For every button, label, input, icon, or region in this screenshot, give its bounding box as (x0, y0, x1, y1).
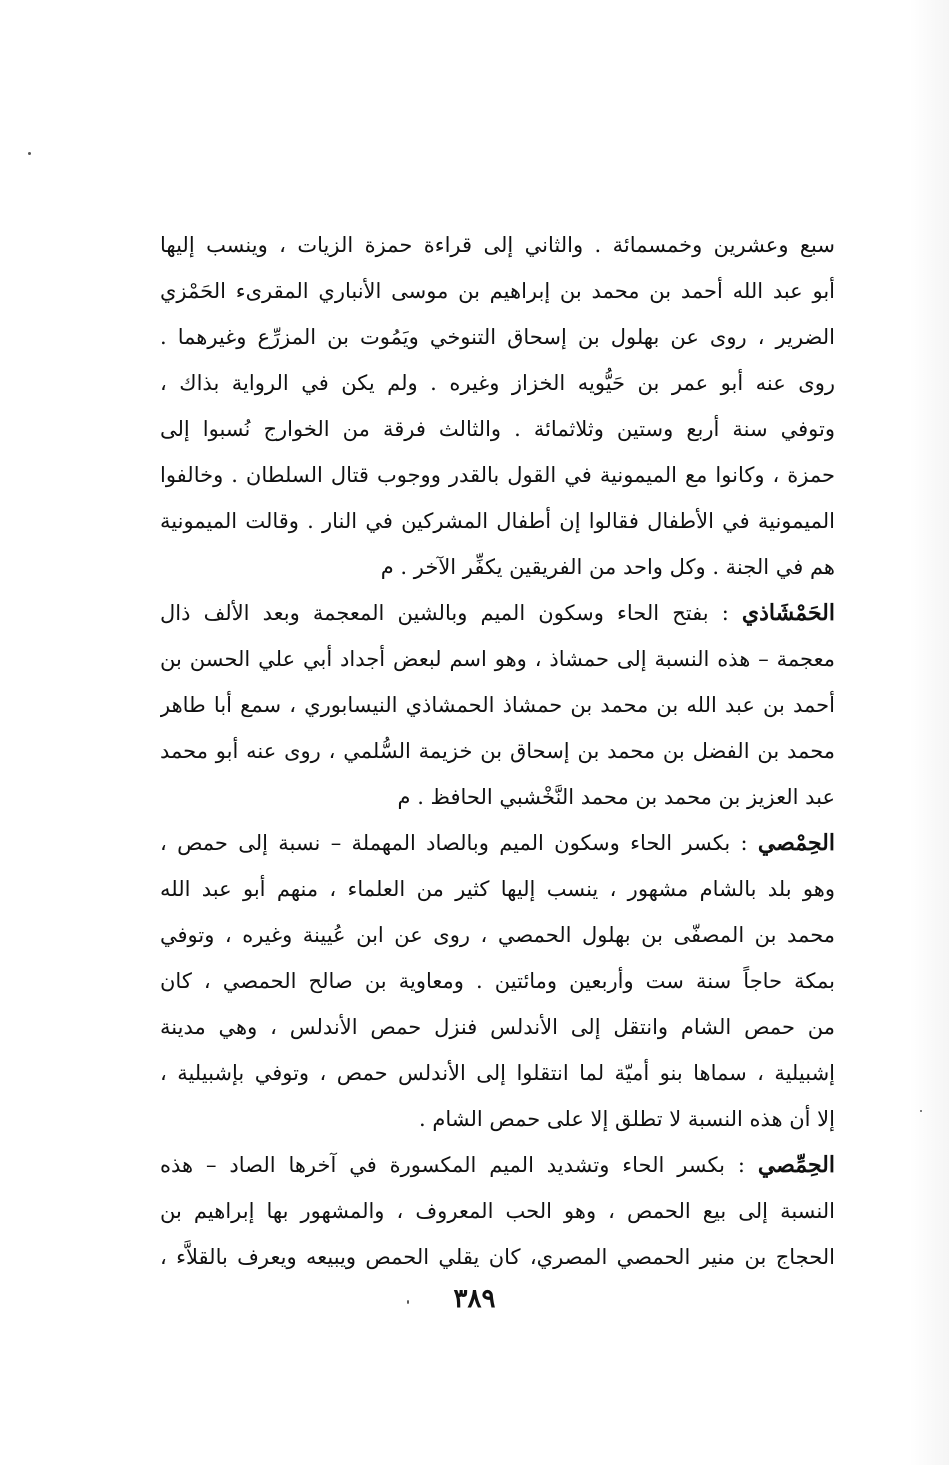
text-line (160, 958, 835, 1004)
line-text: عبد العزيز بن محمد بن محمد النَّخْشبي الحافظ . م (397, 785, 835, 809)
text-line (160, 1004, 835, 1050)
line-text: أحمد بن عبد الله بن محمد بن حمشاذ الحمشاذي النيسابوري ، سمع أبا طاهر (160, 693, 835, 717)
line-text: وتوفي سنة أربع وستين وثلاثمائة . والثالث فرقة من الخوارج نُسبوا إلى (160, 417, 835, 441)
line-text: محمد بن الفضل بن محمد بن إسحاق بن خزيمة السُّلمي ، روى عنه أبو محمد (160, 739, 835, 763)
line-text: النسبة إلى بيع الحمص ، وهو الحب المعروف ، والمشهور بها إبراهيم بن (160, 1199, 835, 1223)
text-line (160, 774, 835, 820)
line-text: محمد بن المصفّى بن بهلول الحمصي ، روى عن ابن عُيينة وغيره ، وتوفي (160, 923, 835, 947)
text-line (160, 636, 835, 682)
line-text: : بكسر الحاء وسكون الميم وبالصاد المهملة – نسبة إلى حمص ، (160, 831, 758, 855)
text-line (160, 1050, 835, 1096)
text-line (160, 406, 835, 452)
line-text: الميمونية في الأطفال فقالوا إن أطفال المشركين في النار . وقالت الميمونية (160, 509, 835, 533)
text-line (160, 498, 835, 544)
page-number: ٣٨٩ (453, 1284, 496, 1314)
line-text: هم في الجنة . وكل واحد من الفريقين يكفِّر الآخر . م (380, 555, 835, 579)
text-line (160, 314, 835, 360)
line-text: من حمص الشام وانتقل إلى الأندلس فنزل حمص الأندلس ، وهي مدينة (160, 1015, 835, 1039)
line-text: سبع وعشرين وخمسمائة . والثاني إلى قراءة حمزة الزيات ، وينسب إليها (160, 233, 835, 257)
line-text: معجمة – هذه النسبة إلى حمشاذ ، وهو اسم لبعض أجداد أبي علي الحسن بن (160, 647, 835, 671)
scan-speck (28, 152, 31, 155)
line-text: الضرير ، روى عن بهلول بن إسحاق التنوخي ويَمُوت بن المزرِّع وغيرهما . (160, 325, 835, 349)
text-line (160, 912, 835, 958)
page-edge-shadow (909, 0, 949, 1465)
text-line (160, 1234, 835, 1280)
entry-heading: الحِمْصي (757, 830, 835, 856)
text-line (160, 1142, 835, 1188)
text-line (160, 222, 835, 268)
text-line (160, 866, 835, 912)
page-body-text (160, 222, 835, 1280)
entry-heading: الحِمِّصي (757, 1152, 835, 1178)
text-line (160, 590, 835, 636)
line-text: إلا أن هذه النسبة لا تطلق إلا على حمص الشام . (418, 1107, 835, 1131)
entry-heading: الحَمْشَاذي (741, 600, 835, 626)
line-text: إشبيلية ، سماها بنو أميّة لما انتقلوا إلى الأندلس حمص ، وتوفي بإشبيلية ، (160, 1061, 835, 1085)
text-line (160, 1188, 835, 1234)
line-text: الحجاج بن منير الحمصي المصري، كان يقلي الحمص ويبيعه ويعرف بالقلاَّء ، (160, 1245, 835, 1269)
text-line (160, 452, 835, 498)
line-text: : بفتح الحاء وسكون الميم وبالشين المعجمة وبعد الألف ذال (160, 601, 742, 625)
line-text: حمزة ، وكانوا مع الميمونية في القول بالقدر ووجوب قتال السلطان . وخالفوا (160, 463, 835, 487)
scan-speck (920, 1110, 922, 1112)
line-text: روى عنه أبو عمر بن حَيُّويه الخزاز وغيره . ولم يكن في الرواية بذاك ، (160, 371, 835, 395)
text-line (160, 544, 835, 590)
text-line (160, 682, 835, 728)
scan-speck (407, 1300, 409, 1304)
text-line (160, 728, 835, 774)
text-line (160, 820, 835, 866)
text-line (160, 360, 835, 406)
line-text: وهو بلد بالشام مشهور ، ينسب إليها كثير من العلماء ، منهم أبو عبد الله (160, 877, 835, 901)
line-text: بمكة حاجاً سنة ست وأربعين ومائتين . ومعاوية بن صالح الحمصي ، كان (160, 969, 835, 993)
text-line (160, 1096, 835, 1142)
text-line (160, 268, 835, 314)
line-text: أبو عبد الله أحمد بن محمد بن إبراهيم بن موسى الأنباري المقرىء الحَمْزي (160, 279, 835, 303)
line-text: : بكسر الحاء وتشديد الميم المكسورة في آخرها الصاد – هذه (160, 1153, 758, 1177)
